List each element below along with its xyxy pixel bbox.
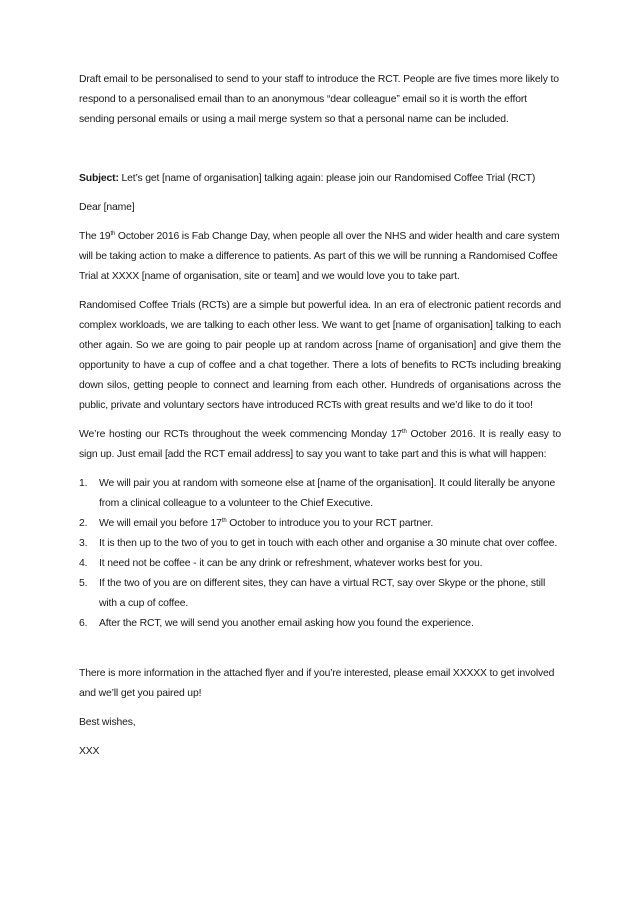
- list-text-a: We will email you before 17: [99, 518, 222, 529]
- paragraph-rct-explanation: Randomised Coffee Trials (RCTs) are a simple but powerful idea. In an era of electronic patient records and complex workloads, we are talking to each other less. We want to get [name of organisation] talking to each other again. So we are going to pair people up at random across [name of organisation] and give them the opportunity to have a cup of coffee and a chat together. There a lots of benefits to RCTs including breaking down silos, getting people to connect and learning from each other. Hundreds of organisations across the public, private and voluntary sectors have introduced RCTs with great results and we’d like to do it too!: [79, 300, 561, 411]
- signoff: Best wishes,: [79, 717, 136, 728]
- list-text: It is then up to the two of you to get in touch with each other and organise a 30 minute chat over coffee.: [99, 538, 558, 549]
- para3-sup: th: [402, 429, 407, 435]
- list-number: 3.: [79, 538, 88, 549]
- subject-label: Subject:: [79, 173, 119, 184]
- list-number: 2.: [79, 518, 88, 529]
- email-draft-document: [79, 70, 561, 762]
- list-item: [79, 574, 561, 614]
- list-number: 1.: [79, 478, 88, 489]
- list-item: [79, 514, 561, 534]
- list-item: [79, 614, 561, 634]
- list-item: [79, 474, 561, 514]
- closing-paragraph: There is more information in the attached flyer and if you’re interested, please email XXXXX to get involved and we’ll get you paired up!: [79, 668, 555, 699]
- list-item: [79, 534, 561, 554]
- para1-text-b: October 2016 is Fab Change Day, when people all over the NHS and wider health and care system will be taking action to make a difference to patients. As part of this we will be running a Randomised Coffee Trial at XXXX [name of organisation, site or team] and we would love you to take part.: [79, 231, 560, 282]
- paragraph-sign-up: [79, 425, 561, 465]
- list-text-b: October to introduce you to your RCT partner.: [226, 518, 434, 529]
- list-text: If the two of you are on different sites, they can have a virtual RCT, say over Skype or the phone, still with a cup of coffee.: [99, 578, 546, 609]
- signature: XXX: [79, 746, 100, 757]
- list-item: [79, 554, 561, 574]
- list-number: 5.: [79, 578, 88, 589]
- subject-text: Let’s get [name of organisation] talking again: please join our Randomised Coffee Trial (RCT): [118, 173, 536, 184]
- greeting: Dear [name]: [79, 202, 135, 213]
- para3-text-a: We’re hosting our RCTs throughout the week commencing Monday 17: [79, 429, 403, 440]
- list-number: 6.: [79, 618, 88, 629]
- list-sup: th: [221, 518, 227, 524]
- para1-text-a: The 19: [79, 231, 111, 242]
- para3-text-b: October 2016. It is really easy to sign up. Just email [add the RCT email address] to say you want to take part and this is what will happen:: [79, 429, 561, 460]
- list-text: We will pair you at random with someone else at [name of the organisation]. It could literally be anyone from a clinical colleague to a volunteer to the Chief Executive.: [99, 478, 556, 509]
- subject-line: [79, 169, 561, 189]
- steps-list: [79, 474, 561, 634]
- paragraph-fab-change-day: [79, 227, 561, 287]
- intro-paragraph: Draft email to be personalised to send to your staff to introduce the RCT. People are five times more likely to respond to a personalised email than to an anonymous “dear colleague” email so it is worth the effort sending personal emails or using a mail merge system so that a personal name can be included.: [79, 74, 559, 125]
- list-text: After the RCT, we will send you another email asking how you found the experience.: [99, 618, 474, 629]
- list-text: It need not be coffee - it can be any drink or refreshment, whatever works best for you.: [99, 558, 483, 569]
- list-number: 4.: [79, 558, 88, 569]
- para1-sup: th: [110, 231, 116, 237]
